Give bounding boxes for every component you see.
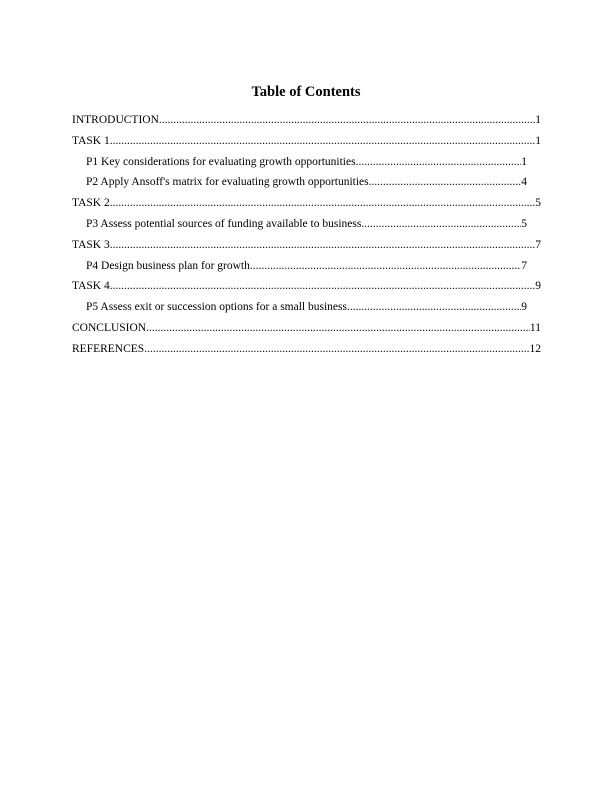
toc-entry-label: P1 Key considerations for evaluating growth opportunities <box>86 155 356 168</box>
toc-entry-p2[interactable] <box>86 175 527 196</box>
toc-page-number: 9 <box>535 280 541 293</box>
toc-dot-leader <box>110 134 536 148</box>
toc-entry-label: P4 Design business plan for growth <box>86 259 250 272</box>
toc-page-number: 1 <box>535 114 541 126</box>
toc-dot-leader <box>146 321 530 335</box>
toc-page-number: 1 <box>535 134 541 147</box>
toc-entry-label: P2 Apply Ansoff's matrix for evaluating growth opportunities <box>86 176 369 189</box>
toc-entry-label: TASK 3 <box>72 238 110 251</box>
toc-dot-leader <box>159 113 535 127</box>
toc-dot-leader <box>110 196 536 210</box>
page-title: Table of Contents <box>251 84 361 100</box>
toc-entry-label: CONCLUSION <box>72 321 147 334</box>
toc-entry-label: TASK 2 <box>72 197 110 210</box>
toc-entry-p1[interactable] <box>86 155 527 176</box>
toc-page-number: 4 <box>521 176 527 189</box>
toc-page-number: 11 <box>529 321 541 334</box>
toc-dot-leader <box>110 238 536 252</box>
toc-entry-introduction[interactable] <box>72 113 541 134</box>
toc-dot-leader <box>347 300 521 314</box>
toc-entry-label: P3 Assess potential sources of funding available to business <box>86 217 362 230</box>
toc-page-number: 12 <box>529 342 541 355</box>
toc-entry-task-2[interactable] <box>72 196 541 217</box>
table-of-contents <box>72 113 612 363</box>
toc-entry-label: TASK 1 <box>72 134 110 147</box>
toc-page-number: 9 <box>521 301 527 314</box>
toc-entry-label: TASK 4 <box>72 280 110 293</box>
toc-dot-leader <box>110 279 536 293</box>
toc-entry-label: REFERENCES <box>72 342 145 355</box>
toc-page-number: 5 <box>521 217 527 230</box>
toc-dot-leader <box>356 155 522 169</box>
toc-entry-conclusion[interactable] <box>72 321 541 342</box>
toc-dot-leader <box>250 259 521 273</box>
toc-entry-p5[interactable] <box>86 300 527 321</box>
toc-entry-label: INTRODUCTION <box>72 114 159 126</box>
toc-entry-p4[interactable] <box>86 259 527 280</box>
toc-page-number: 7 <box>535 238 541 251</box>
toc-dot-leader <box>361 217 521 231</box>
toc-entry-label: P5 Assess exit or succession options for a small business <box>86 301 347 314</box>
toc-entry-task-3[interactable] <box>72 238 541 259</box>
toc-dot-leader <box>144 342 529 356</box>
toc-entry-references[interactable] <box>72 342 541 363</box>
toc-entry-task-4[interactable] <box>72 279 541 300</box>
toc-entry-task-1[interactable] <box>72 134 541 155</box>
toc-page-number: 1 <box>521 155 527 168</box>
toc-entry-p3[interactable] <box>86 217 527 238</box>
toc-page-number: 7 <box>521 259 527 272</box>
toc-dot-leader <box>369 175 522 189</box>
toc-page-number: 5 <box>535 197 541 210</box>
